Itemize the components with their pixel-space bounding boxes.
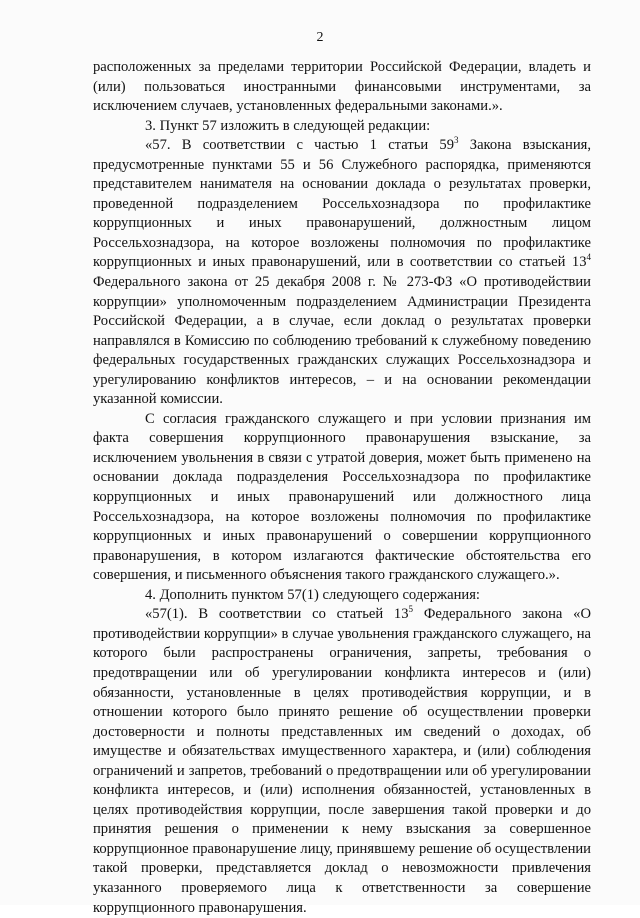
paragraph-text: Закона взыскания, предусмотренные пунктами 55 и 56 Служебного распорядка, применяются представителем нанимателя на основании доклада о результатах проверки, проведенной подразделением Россельхознадзора по профилактике коррупционных и иных правонарушений, должностным лицом Россельхознадзора, на которое возложены полномочия по профилактике коррупционных и иных правонарушений, или в соответствии со статьей 13 [93, 137, 591, 271]
paragraph-item-3-heading [93, 117, 591, 137]
paragraph-text: «57. В соответствии с частью 1 статьи 59 [145, 137, 455, 154]
superscript: 5 [408, 604, 414, 615]
paragraph-text: 3. Пункт 57 изложить в следующей редакции: [145, 117, 431, 134]
paragraph-text: С согласия гражданского служащего и при условии признания им факта совершения коррупционного правонарушения взыскание, за исключением увольнения в связи с утратой доверия, может быть применено на основании доклада подразделения Россельхознадзора по профилактике коррупционных и иных правонарушений или должностного лица Россельхознадзора, на которое возложены полномочия по профилактике коррупционных и иных правонарушений о совершении коррупционного правонарушения, в котором излагаются фактические обстоятельства его совершения, и письменного объяснения такого гражданского служащего.». [93, 410, 591, 584]
paragraph-point-57-1 [93, 605, 591, 918]
paragraph-text: расположенных за пределами территории Российской Федерации, владеть и (или) пользоваться иностранными финансовыми инструментами, за исключением случаев, установленных федеральными законами.». [93, 59, 591, 115]
document-body [93, 58, 591, 918]
superscript: 3 [454, 135, 459, 146]
page-number: 2 [316, 30, 324, 45]
paragraph-text: Федерального закона «О противодействии коррупции» в случае увольнения гражданского служащего, на которого были распространены ограничения, запреты, требования о предотвращении или об урегулировании конфликта интересов и (или) обязанности, установленные в целях противодействия коррупции, и в отношении которого было принято решение об осуществлении проверки достоверности и полноты представленных им сведений о доходах, об имуществе и обязательствах имущественного характера, и (или) соблюдения ограничений и запретов, требований о предотвращении или об урегулировании конфликта интересов, и (или) исполнения обязанностей, установленных в целях противодействия коррупции, после завершения такой проверки и до принятия решения о применении к нему взыскания за совершенное коррупционное правонарушение лицу, принявшему решение об осуществлении такой проверки, представляется доклад о невозможности привлечения указанного проверяемого лица к ответственности за совершение коррупционного правонарушения. [93, 606, 591, 916]
paragraph-point-57 [93, 136, 591, 410]
paragraph-consent [93, 410, 591, 586]
paragraph-text: Федерального закона от 25 декабря 2008 г. № 273-ФЗ «О противодействии коррупции» уполномоченным подразделением Администрации Президента Российской Федерации, а в случае, если доклад о результатах проверки направлялся в Комиссию по соблюдению требований к служебному поведению федеральных государственных гражданских служащих Россельхознадзора и урегулированию конфликтов интересов, – и на основании рекомендации указанной комиссии. [93, 274, 591, 408]
paragraph-text: 4. Дополнить пунктом 57(1) следующего содержания: [145, 586, 480, 603]
superscript: 4 [586, 252, 591, 263]
paragraph-continuation [93, 58, 591, 117]
paragraph-text: «57(1). В соответствии со статьей 13 [145, 606, 409, 623]
paragraph-item-4-heading [93, 586, 591, 606]
